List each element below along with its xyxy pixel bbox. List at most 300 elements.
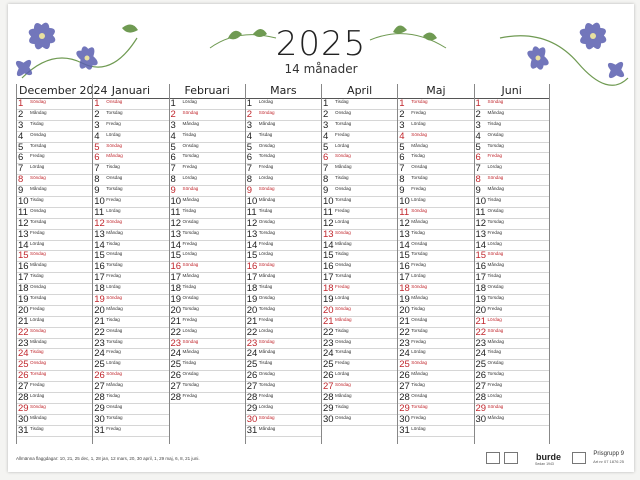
weekday-label: Söndag [106, 295, 123, 301]
day-number: 20 [94, 304, 105, 316]
day-number: 19 [246, 294, 258, 306]
day-row [17, 132, 92, 143]
day-number: 8 [399, 174, 405, 186]
day-number: 30 [399, 413, 410, 425]
day-number: 20 [323, 304, 334, 316]
day-row [398, 143, 473, 154]
month-column [397, 84, 473, 444]
weekday-label: Lördag [487, 240, 502, 246]
day-row [246, 273, 321, 284]
day-number: 8 [170, 174, 176, 186]
weekday-label: Fredag [106, 120, 121, 126]
day-row [398, 164, 473, 175]
day-row [322, 164, 397, 175]
day-number: 7 [94, 163, 100, 175]
day-row [246, 371, 321, 382]
weekday-label: Fredag [487, 153, 503, 159]
weekday-label: Söndag [258, 414, 275, 420]
day-number: 22 [246, 326, 258, 338]
day-row [246, 339, 321, 350]
day-number: 28 [323, 392, 334, 404]
weekday-label: Torsdag [182, 382, 199, 388]
weekday-label: Fredag [182, 240, 198, 246]
day-number: 3 [475, 119, 481, 131]
day-number: 13 [323, 228, 334, 240]
day-number: 2 [18, 108, 24, 120]
day-number: 21 [399, 315, 410, 327]
weekday-label: Tisdag [258, 284, 273, 290]
weekday-label: Onsdag [182, 371, 199, 377]
weekday-label: Fredag [258, 393, 274, 399]
day-number: 1 [475, 98, 481, 109]
weekday-label: Måndag [106, 229, 123, 235]
day-number: 16 [246, 261, 258, 273]
day-number: 7 [399, 163, 405, 175]
day-row [17, 328, 92, 339]
day-row [93, 175, 168, 186]
weekday-label: Torsdag [487, 371, 504, 377]
weekday-label: Söndag [487, 175, 504, 181]
day-row [246, 251, 321, 262]
day-number: 28 [170, 392, 182, 404]
weekday-label: Torsdag [258, 305, 276, 311]
month-column [16, 84, 108, 444]
month-title: April [322, 84, 397, 99]
weekday-label: Lördag [335, 371, 350, 377]
weekday-label: Söndag [411, 207, 428, 213]
day-number: 15 [94, 250, 105, 262]
weekday-label: Tisdag [182, 284, 197, 290]
day-number: 17 [94, 272, 105, 284]
day-number: 5 [18, 141, 24, 153]
weekday-label: Onsdag [411, 393, 428, 399]
day-number: 12 [170, 217, 182, 229]
weekday-label: Fredag [106, 425, 121, 431]
day-number: 31 [18, 424, 29, 436]
weekday-label: Söndag [335, 153, 351, 159]
day-row [93, 164, 168, 175]
weekday-label: Torsdag [106, 109, 123, 115]
day-number: 31 [246, 424, 258, 436]
day-number: 29 [323, 402, 334, 414]
weekday-label: Måndag [182, 349, 200, 355]
weekday-label: Måndag [182, 197, 200, 203]
day-row [322, 415, 397, 426]
day-number: 15 [323, 250, 334, 262]
day-number: 19 [475, 294, 487, 306]
day-number: 20 [475, 304, 487, 316]
day-number: 5 [399, 141, 405, 153]
weekday-label: Torsdag [30, 295, 47, 301]
day-row [322, 110, 397, 121]
day-row [170, 121, 245, 132]
day-number: 19 [323, 294, 334, 306]
day-number: 30 [323, 413, 334, 425]
day-number: 16 [475, 261, 487, 273]
day-row [170, 143, 245, 154]
weekday-label: Måndag [258, 349, 276, 355]
day-row [246, 306, 321, 317]
day-number: 9 [399, 185, 405, 197]
weekday-label: Lördag [411, 197, 426, 203]
weekday-label: Fredag [335, 360, 350, 366]
day-number: 7 [170, 163, 176, 175]
weekday-label: Måndag [30, 414, 47, 420]
weekday-label: Söndag [30, 175, 46, 181]
weekday-label: Onsdag [335, 186, 352, 192]
day-number: 12 [475, 217, 487, 229]
weekday-label: Måndag [335, 164, 352, 170]
day-number: 21 [18, 315, 29, 327]
weekday-label: Tisdag [411, 305, 425, 311]
weekday-label: Söndag [487, 403, 504, 409]
weekday-label: Tisdag [182, 207, 197, 213]
weekday-label: Tisdag [30, 120, 44, 126]
day-number: 30 [246, 413, 258, 425]
weekday-label: Måndag [106, 153, 123, 159]
price-group: Prisgrupp 9 [593, 451, 624, 457]
day-number: 31 [94, 424, 105, 436]
day-row [246, 186, 321, 197]
day-number: 2 [323, 108, 329, 120]
weekday-label: Söndag [106, 142, 123, 148]
weekday-label: Torsdag [335, 349, 352, 355]
weekday-label: Torsdag [411, 327, 428, 333]
day-number: 29 [475, 402, 487, 414]
weekday-label: Onsdag [258, 142, 275, 148]
day-number: 19 [94, 294, 105, 306]
weekday-label: Torsdag [258, 229, 276, 235]
day-number: 11 [94, 206, 105, 218]
weekday-label: Onsdag [106, 403, 123, 409]
weekday-label: Söndag [258, 186, 275, 192]
day-number: 6 [170, 152, 176, 164]
weekday-label: Lördag [106, 284, 121, 290]
weekday-label: Onsdag [30, 360, 47, 366]
weekday-label: Tisdag [182, 131, 197, 137]
day-number: 25 [18, 359, 29, 371]
weekday-label: Lördag [411, 120, 426, 126]
day-row [170, 393, 245, 404]
weekday-label: Lördag [335, 218, 350, 224]
weekday-label: Torsdag [106, 414, 123, 420]
weekday-label: Torsdag [182, 153, 199, 159]
day-row [398, 153, 473, 164]
day-number: 27 [18, 381, 29, 393]
weekday-label: Måndag [487, 262, 505, 268]
weekday-label: Söndag [335, 305, 351, 311]
day-row [17, 426, 92, 437]
day-number: 17 [399, 272, 410, 284]
day-row [246, 208, 321, 219]
day-number: 3 [399, 119, 405, 131]
day-number: 1 [399, 98, 405, 109]
weekday-label: Tisdag [335, 99, 349, 104]
weekday-label: Lördag [182, 99, 197, 104]
day-row [93, 426, 168, 437]
day-number: 13 [475, 228, 487, 240]
weekday-label: Onsdag [335, 262, 352, 268]
month-title: December 2024 [19, 84, 108, 97]
day-number: 17 [475, 272, 487, 284]
day-number: 21 [170, 315, 182, 327]
day-number: 24 [246, 348, 258, 360]
day-row [170, 99, 245, 110]
day-number: 14 [399, 239, 410, 251]
weekday-label: Onsdag [106, 175, 123, 181]
weekday-label: Lördag [30, 393, 45, 399]
day-number: 8 [94, 174, 100, 186]
day-number: 5 [323, 141, 329, 153]
recycle-logo [486, 452, 500, 464]
day-row [322, 143, 397, 154]
day-number: 13 [94, 228, 105, 240]
day-row [322, 132, 397, 143]
weekday-label: Onsdag [411, 316, 428, 322]
day-number: 23 [323, 337, 334, 349]
day-number: 19 [399, 294, 410, 306]
weekday-label: Onsdag [487, 207, 504, 213]
day-row [398, 110, 473, 121]
day-number: 7 [18, 163, 24, 175]
day-number: 20 [399, 304, 410, 316]
weekday-label: Måndag [335, 316, 352, 322]
weekday-label: Fredag [335, 207, 350, 213]
day-number: 18 [246, 283, 258, 295]
weekday-label: Tisdag [258, 360, 273, 366]
day-number: 3 [246, 119, 253, 131]
day-row [322, 153, 397, 164]
weekday-label: Måndag [487, 338, 505, 344]
day-number: 22 [323, 326, 334, 338]
day-number: 18 [94, 283, 105, 295]
day-number: 10 [18, 196, 29, 208]
weekday-label: Onsdag [335, 338, 352, 344]
day-row [17, 110, 92, 121]
weekday-label: Lördag [258, 403, 274, 409]
day-number: 2 [475, 108, 481, 120]
day-number: 25 [399, 359, 410, 371]
weekday-label: Lördag [258, 99, 274, 104]
day-number: 6 [323, 152, 329, 164]
day-number: 26 [323, 370, 334, 382]
weekday-label: Söndag [411, 360, 428, 366]
weekday-label: Onsdag [335, 414, 352, 420]
day-number: 23 [246, 337, 258, 349]
weekday-label: Fredag [335, 284, 350, 290]
weekday-label: Måndag [30, 186, 47, 192]
day-row [246, 382, 321, 393]
day-number: 11 [170, 206, 181, 218]
day-number: 10 [246, 196, 258, 208]
weekday-label: Tisdag [487, 349, 502, 355]
weekday-label: Söndag [411, 131, 428, 137]
month-column [245, 84, 321, 444]
weekday-label: Torsdag [182, 305, 199, 311]
weekday-label: Söndag [182, 338, 199, 344]
day-number: 15 [475, 250, 487, 262]
day-number: 22 [399, 326, 410, 338]
day-number: 24 [170, 348, 182, 360]
calendar-footer [16, 446, 626, 470]
day-row [246, 219, 321, 230]
day-row [246, 393, 321, 404]
day-row [246, 415, 321, 426]
day-number: 9 [94, 185, 100, 197]
weekday-label: Måndag [182, 120, 200, 126]
day-number: 4 [399, 130, 405, 142]
day-number: 9 [323, 185, 329, 197]
day-number: 1 [18, 98, 24, 109]
weekday-label: Lördag [487, 316, 502, 322]
day-number: 26 [170, 370, 182, 382]
weekday-label: Onsdag [30, 207, 47, 213]
weekday-label: Torsdag [411, 175, 428, 181]
day-number: 13 [18, 228, 29, 240]
day-number: 10 [475, 196, 487, 208]
day-number: 7 [475, 163, 481, 175]
day-number: 18 [323, 283, 334, 295]
day-number: 3 [323, 119, 329, 131]
day-row [170, 110, 245, 121]
weekday-label: Lördag [411, 273, 426, 279]
day-number: 11 [323, 206, 333, 218]
day-row [246, 132, 321, 143]
day-number: 22 [94, 326, 105, 338]
day-number: 25 [475, 359, 487, 371]
weekday-label: Fredag [258, 164, 274, 170]
weekday-label: Måndag [411, 218, 428, 224]
day-row [17, 230, 92, 241]
weekday-label: Fredag [182, 316, 198, 322]
day-number: 14 [475, 239, 487, 251]
month-title: Februari [170, 84, 245, 99]
day-number: 19 [18, 294, 29, 306]
day-number: 5 [170, 141, 176, 153]
weekday-label: Tisdag [411, 153, 425, 159]
barcode-logo [572, 452, 586, 464]
day-number: 14 [246, 239, 258, 251]
day-row [475, 110, 549, 121]
day-number: 27 [246, 381, 258, 393]
day-row [246, 197, 321, 208]
day-row [246, 99, 321, 110]
weekday-label: Onsdag [258, 218, 275, 224]
weekday-label: Tisdag [487, 273, 502, 279]
day-number: 4 [323, 130, 329, 142]
day-row [170, 328, 245, 339]
weekday-label: Fredag [258, 316, 274, 322]
day-row [246, 404, 321, 415]
day-number: 26 [475, 370, 487, 382]
day-number: 2 [170, 108, 176, 120]
weekday-label: Lördag [182, 175, 197, 181]
day-row [246, 328, 321, 339]
weekday-label: Söndag [411, 284, 428, 290]
month-title: Mars [246, 84, 321, 99]
day-number: 28 [18, 392, 29, 404]
day-number: 6 [18, 152, 24, 164]
weekday-label: Tisdag [258, 131, 273, 137]
day-row [246, 360, 321, 371]
weekday-label: Fredag [411, 414, 426, 420]
day-row [475, 175, 549, 186]
day-row [93, 132, 168, 143]
weekday-label: Torsdag [411, 251, 428, 257]
day-row [475, 230, 549, 241]
weekday-label: Onsdag [335, 109, 352, 115]
weekday-label: Torsdag [106, 338, 123, 344]
article-number: Art nr 07 1876 25 [593, 459, 624, 464]
weekday-label: Söndag [30, 327, 46, 333]
weekday-label: Måndag [411, 295, 428, 301]
weekday-label: Söndag [106, 218, 123, 224]
weekday-label: Lördag [411, 349, 426, 355]
day-number: 11 [475, 206, 486, 218]
weekday-label: Fredag [106, 273, 121, 279]
day-row [475, 132, 549, 143]
weekday-label: Lördag [106, 131, 121, 137]
day-number: 15 [246, 250, 258, 262]
day-number: 19 [170, 294, 182, 306]
day-number: 27 [323, 381, 334, 393]
weekday-label: Tisdag [258, 207, 273, 213]
day-row [475, 415, 549, 426]
day-number: 28 [475, 392, 487, 404]
day-row [246, 295, 321, 306]
day-number: 26 [94, 370, 105, 382]
weekday-label: Måndag [411, 371, 428, 377]
day-row [93, 143, 168, 154]
weekday-label: Söndag [182, 109, 199, 115]
weekday-label: Fredag [411, 186, 426, 192]
weekday-label: Torsdag [487, 142, 504, 148]
weekday-label: Fredag [106, 349, 121, 355]
weekday-label: Tisdag [30, 273, 44, 279]
day-row [322, 197, 397, 208]
day-number: 6 [246, 152, 253, 164]
day-number: 13 [399, 228, 410, 240]
weekday-label: Söndag [258, 338, 275, 344]
weekday-label: Torsdag [106, 262, 123, 268]
month-column [321, 84, 397, 444]
weekday-label: Torsdag [411, 99, 428, 104]
weekday-label: Söndag [30, 403, 46, 409]
day-row [475, 121, 549, 132]
weekday-label: Söndag [487, 99, 504, 104]
day-number: 8 [18, 174, 24, 186]
weekday-label: Lördag [487, 393, 502, 399]
day-number: 30 [94, 413, 105, 425]
day-number: 1 [94, 98, 100, 109]
day-number: 8 [323, 174, 329, 186]
day-number: 9 [170, 185, 176, 197]
weekday-label: Söndag [106, 371, 123, 377]
day-number: 16 [18, 261, 29, 273]
weekday-label: Tisdag [411, 382, 425, 388]
weekday-label: Måndag [30, 338, 47, 344]
day-number: 16 [399, 261, 410, 273]
weekday-label: Tisdag [106, 164, 120, 170]
day-number: 22 [18, 326, 29, 338]
weekday-label: Onsdag [487, 360, 504, 366]
day-number: 17 [18, 272, 29, 284]
month-title: Juni [475, 84, 549, 99]
weekday-label: Lördag [106, 360, 121, 366]
weekday-label: Måndag [258, 425, 276, 431]
weekday-label: Onsdag [411, 240, 428, 246]
weekday-label: Tisdag [335, 251, 349, 257]
